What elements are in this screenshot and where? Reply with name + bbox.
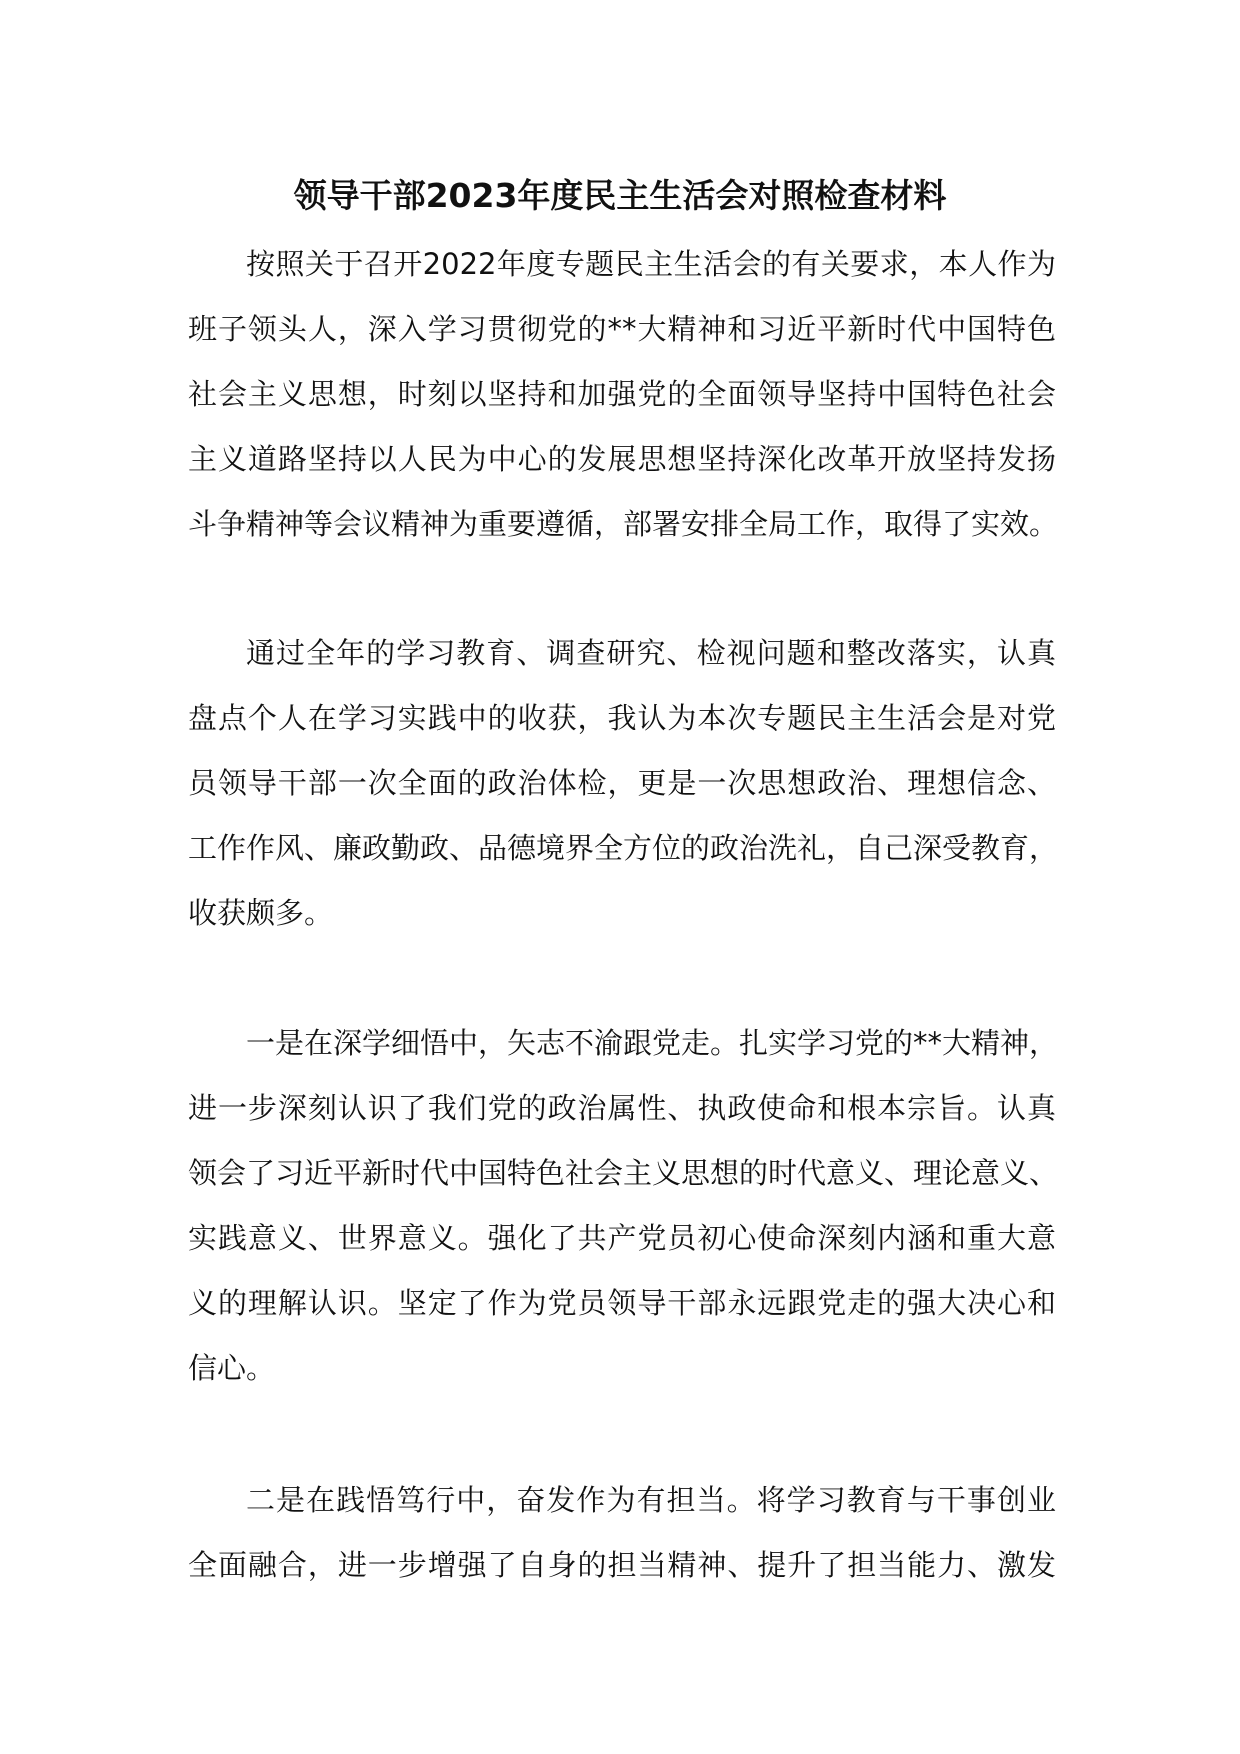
text-line: 通过全年的学习教育、调查研究、检视问题和整改落实，认真 [246,636,1056,670]
text-line: 社会主义思想，时刻以坚持和加强党的全面领导坚持中国特色社会 [188,377,1056,411]
text-line: 信心。 [188,1351,276,1385]
paragraph [188,1468,1056,1598]
text-line: 全面融合，进一步增强了自身的担当精神、提升了担当能力、激发 [188,1548,1056,1582]
text-line: 主义道路坚持以人民为中心的发展思想坚持深化改革开放坚持发扬 [188,442,1056,476]
text-line: 二是在践悟笃行中，奋发作为有担当。将学习教育与干事创业 [246,1483,1056,1517]
text-line: 收获颇多。 [188,896,334,930]
paragraph [188,232,1059,557]
paragraph [188,621,1059,946]
text-line: 按照关于召开2022年度专题民主生活会的有关要求，本人作为 [246,247,1056,281]
text-line: 领会了习近平新时代中国特色社会主义思想的时代意义、理论意义、 [188,1156,1059,1190]
document-title: 领导干部2023年度民主生活会对照检查材料 [293,176,947,215]
text-line: 实践意义、世界意义。强化了共产党员初心使命深刻内涵和重大意 [188,1221,1056,1255]
text-line: 工作作风、廉政勤政、品德境界全方位的政治洗礼，自己深受教育， [188,831,1059,865]
text-line: 盘点个人在学习实践中的收获，我认为本次专题民主生活会是对党 [188,701,1056,735]
text-line: 进一步深刻认识了我们党的政治属性、执政使命和根本宗旨。认真 [188,1091,1056,1125]
text-line: 斗争精神等会议精神为重要遵循，部署安排全局工作，取得了实效。 [188,507,1059,541]
text-line: 员领导干部一次全面的政治体检，更是一次思想政治、理想信念、 [188,766,1056,800]
text-line: 义的理解认识。坚定了作为党员领导干部永远跟党走的强大决心和 [188,1286,1056,1320]
text-line: 班子领头人，深入学习贯彻党的**大精神和习近平新时代中国特色 [188,312,1056,346]
text-line: 一是在深学细悟中，矢志不渝跟党走。扎实学习党的**大精神， [246,1026,1059,1060]
paragraph [188,1011,1059,1401]
